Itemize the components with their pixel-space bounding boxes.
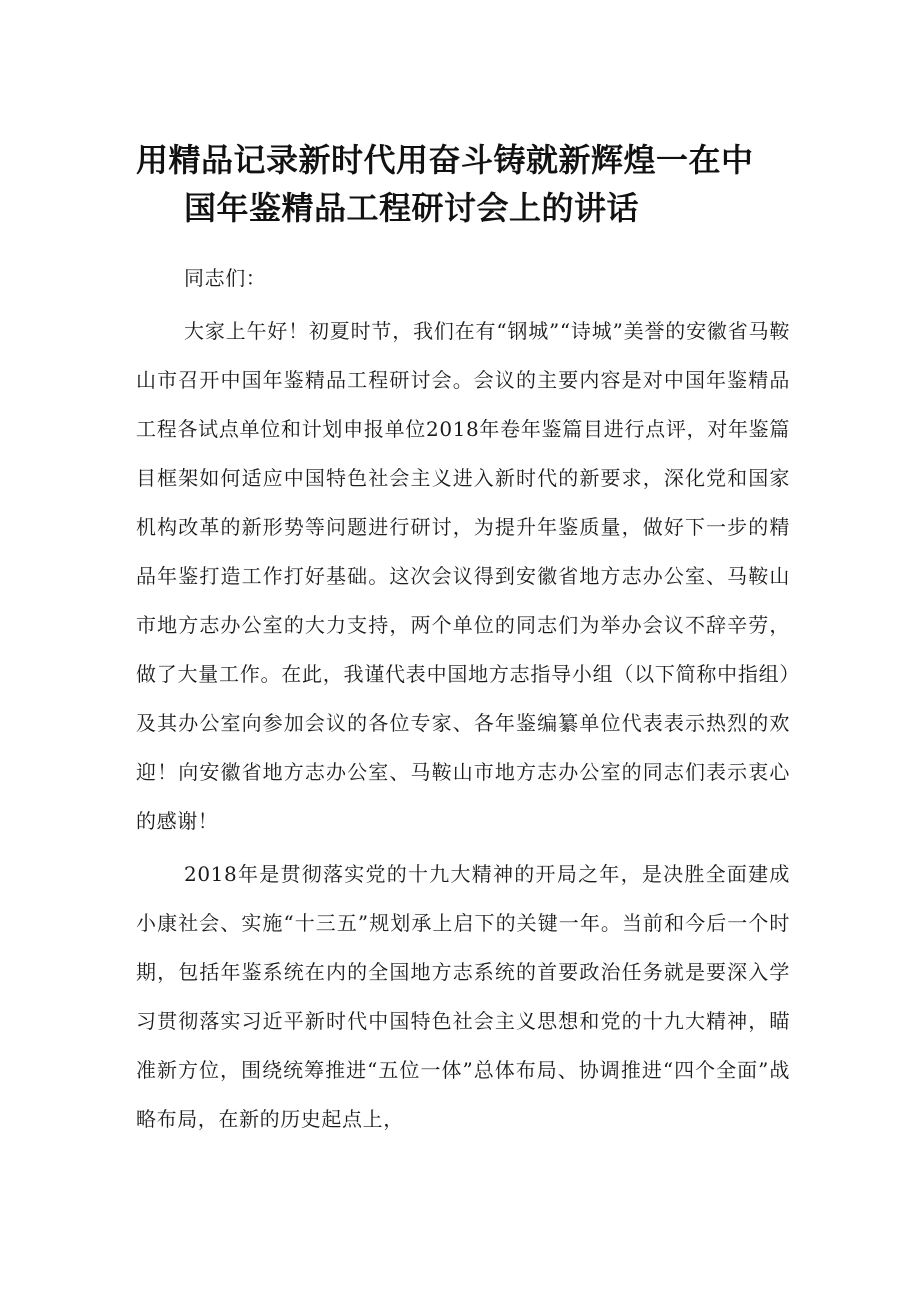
title-line-1: 用精品记录新时代用奋斗铸就新辉煌一在中 xyxy=(136,141,754,179)
paragraph-1: 大家上午好！初夏时节，我们在有“钢城”“诗城”美誉的安徽省马鞍山市召开中国年鉴精品工程研讨会。会议的主要内容是对中国年鉴精品工程各试点单位和计划申报单位2018年卷年鉴篇目进行点评，对年鉴篇目框架如何适应中国特色社会主义进入新时代的新要求，深化党和国家机构改革的新形势等问题进行研讨，为提升年鉴质量，做好下一步的精品年鉴打造工作打好基础。这次会议得到安徽省地方志办公室、马鞍山市地方志办公室的大力支持，两个单位的同志们为举办会议不辞辛劳，做了大量工作。在此，我谨代表中国地方志指导小组（以下简称中指组）及其办公室向参加会议的各位专家、各年鉴编纂单位代表表示热烈的欢迎！向安徽省地方志办公室、马鞍山市地方志办公室的同志们表示衷心的感谢！ xyxy=(136,319,790,833)
title-line-2: 国年鉴精品工程研讨会上的讲话 xyxy=(184,189,640,227)
document-body xyxy=(136,254,790,1148)
paragraph-2: 2018年是贯彻落实党的十九大精神的开局之年，是决胜全面建成小康社会、实施“十三五”规划承上启下的关键一年。当前和今后一个时期，包括年鉴系统在内的全国地方志系统的首要政治任务就是要深入学习贯彻落实习近平新时代中国特色社会主义思想和党的十九大精神，瞄准新方位，围绕统筹推进“五位一体”总体布局、协调推进“四个全面”战略布局，在新的历史起点上， xyxy=(136,862,790,1131)
salutation: 同志们： xyxy=(184,266,267,290)
document-title xyxy=(136,136,796,232)
